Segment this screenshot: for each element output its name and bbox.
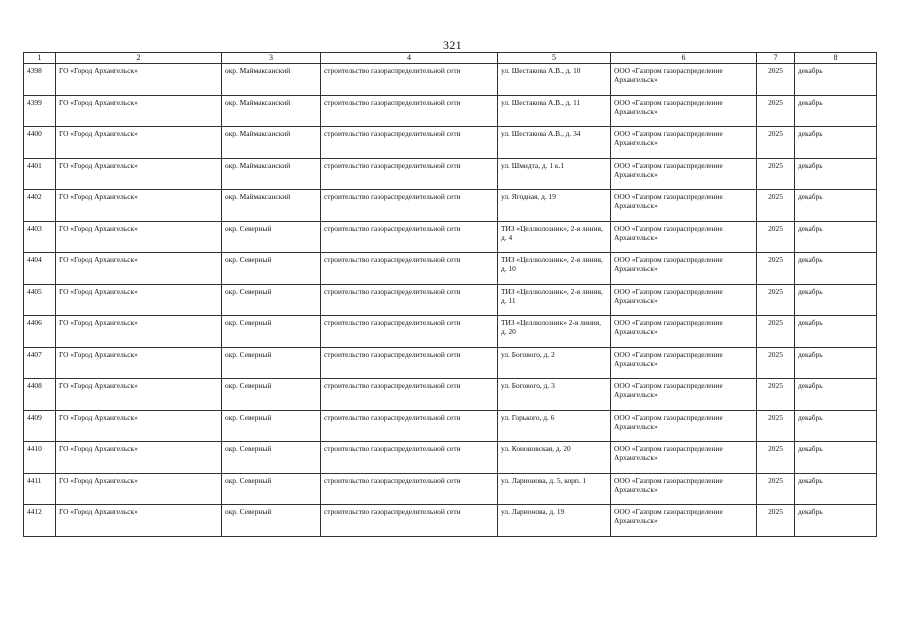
address-cell: ул. Богового, д. 3 <box>498 379 611 411</box>
work-type-cell: строительство газораспределительной сети <box>321 190 498 222</box>
year-cell: 2025 <box>757 95 795 127</box>
table-row <box>24 221 877 253</box>
municipality-cell: ГО «Город Архангельск» <box>56 379 222 411</box>
column-header: 1 <box>24 53 56 64</box>
month-cell: декабрь <box>795 190 877 222</box>
municipality-cell: ГО «Город Архангельск» <box>56 284 222 316</box>
year-cell: 2025 <box>757 410 795 442</box>
district-cell: окр. Маймаксанский <box>222 190 321 222</box>
year-cell: 2025 <box>757 473 795 505</box>
address-cell: ул. Ларионова, д. 19 <box>498 505 611 537</box>
column-header: 2 <box>56 53 222 64</box>
row-number-cell: 4404 <box>24 253 56 285</box>
address-cell: ул. Богового, д. 2 <box>498 347 611 379</box>
year-cell: 2025 <box>757 505 795 537</box>
page-number: 321 <box>443 38 462 52</box>
district-cell: окр. Северный <box>222 284 321 316</box>
work-type-cell: строительство газораспределительной сети <box>321 442 498 474</box>
work-type-cell: строительство газораспределительной сети <box>321 127 498 159</box>
organization-cell: ООО «Газпром газораспределение Архангельск» <box>611 379 757 411</box>
address-cell: ул. Кононовская, д. 20 <box>498 442 611 474</box>
table-row <box>24 127 877 159</box>
municipality-cell: ГО «Город Архангельск» <box>56 190 222 222</box>
column-number-row <box>24 53 877 64</box>
work-type-cell: строительство газораспределительной сети <box>321 158 498 190</box>
work-type-cell: строительство газораспределительной сети <box>321 64 498 96</box>
row-number-cell: 4411 <box>24 473 56 505</box>
organization-cell: ООО «Газпром газораспределение Архангельск» <box>611 284 757 316</box>
month-cell: декабрь <box>795 253 877 285</box>
table-row <box>24 284 877 316</box>
year-cell: 2025 <box>757 379 795 411</box>
month-cell: декабрь <box>795 473 877 505</box>
column-header: 7 <box>757 53 795 64</box>
organization-cell: ООО «Газпром газораспределение Архангельск» <box>611 64 757 96</box>
registry-table <box>23 52 877 537</box>
year-cell: 2025 <box>757 127 795 159</box>
month-cell: декабрь <box>795 221 877 253</box>
municipality-cell: ГО «Город Архангельск» <box>56 95 222 127</box>
year-cell: 2025 <box>757 158 795 190</box>
row-number-cell: 4403 <box>24 221 56 253</box>
organization-cell: ООО «Газпром газораспределение Архангельск» <box>611 316 757 348</box>
address-cell: ТИЗ «Целлюлозник» 2-я линия, д. 20 <box>498 316 611 348</box>
organization-cell: ООО «Газпром газораспределение Архангельск» <box>611 158 757 190</box>
municipality-cell: ГО «Город Архангельск» <box>56 347 222 379</box>
month-cell: декабрь <box>795 410 877 442</box>
organization-cell: ООО «Газпром газораспределение Архангельск» <box>611 473 757 505</box>
month-cell: декабрь <box>795 158 877 190</box>
district-cell: окр. Северный <box>222 253 321 285</box>
table-row <box>24 410 877 442</box>
row-number-cell: 4407 <box>24 347 56 379</box>
address-cell: ул. Шестакова А.В., д. 11 <box>498 95 611 127</box>
table-body <box>24 64 877 537</box>
table-row <box>24 347 877 379</box>
month-cell: декабрь <box>795 347 877 379</box>
row-number-cell: 4402 <box>24 190 56 222</box>
district-cell: окр. Северный <box>222 442 321 474</box>
row-number-cell: 4399 <box>24 95 56 127</box>
organization-cell: ООО «Газпром газораспределение Архангельск» <box>611 505 757 537</box>
column-header: 4 <box>321 53 498 64</box>
municipality-cell: ГО «Город Архангельск» <box>56 316 222 348</box>
address-cell: ул. Горького, д. 6 <box>498 410 611 442</box>
month-cell: декабрь <box>795 284 877 316</box>
row-number-cell: 4400 <box>24 127 56 159</box>
district-cell: окр. Маймаксанский <box>222 127 321 159</box>
work-type-cell: строительство газораспределительной сети <box>321 379 498 411</box>
address-cell: ул. Шестакова А.В., д. 34 <box>498 127 611 159</box>
year-cell: 2025 <box>757 253 795 285</box>
month-cell: декабрь <box>795 379 877 411</box>
year-cell: 2025 <box>757 221 795 253</box>
municipality-cell: ГО «Город Архангельск» <box>56 473 222 505</box>
address-cell: ул. Ягодная, д. 19 <box>498 190 611 222</box>
address-cell: ТИЗ «Целлюлозник», 2-я линия, д. 4 <box>498 221 611 253</box>
work-type-cell: строительство газораспределительной сети <box>321 284 498 316</box>
organization-cell: ООО «Газпром газораспределение Архангельск» <box>611 410 757 442</box>
row-number-cell: 4401 <box>24 158 56 190</box>
organization-cell: ООО «Газпром газораспределение Архангельск» <box>611 221 757 253</box>
district-cell: окр. Маймаксанский <box>222 95 321 127</box>
table-row <box>24 190 877 222</box>
table-row <box>24 379 877 411</box>
municipality-cell: ГО «Город Архангельск» <box>56 221 222 253</box>
organization-cell: ООО «Газпром газораспределение Архангельск» <box>611 442 757 474</box>
district-cell: окр. Северный <box>222 505 321 537</box>
district-cell: окр. Северный <box>222 379 321 411</box>
row-number-cell: 4409 <box>24 410 56 442</box>
municipality-cell: ГО «Город Архангельск» <box>56 253 222 285</box>
organization-cell: ООО «Газпром газораспределение Архангельск» <box>611 347 757 379</box>
organization-cell: ООО «Газпром газораспределение Архангельск» <box>611 95 757 127</box>
address-cell: ТИЗ «Целлюлозник», 2-я линия, д. 11 <box>498 284 611 316</box>
column-header: 3 <box>222 53 321 64</box>
work-type-cell: строительство газораспределительной сети <box>321 505 498 537</box>
work-type-cell: строительство газораспределительной сети <box>321 253 498 285</box>
work-type-cell: строительство газораспределительной сети <box>321 410 498 442</box>
column-header: 8 <box>795 53 877 64</box>
table-row <box>24 64 877 96</box>
month-cell: декабрь <box>795 64 877 96</box>
district-cell: окр. Северный <box>222 316 321 348</box>
municipality-cell: ГО «Город Архангельск» <box>56 64 222 96</box>
table-row <box>24 316 877 348</box>
municipality-cell: ГО «Город Архангельск» <box>56 442 222 474</box>
month-cell: декабрь <box>795 127 877 159</box>
address-cell: ул. Шмидта, д. 1 к.1 <box>498 158 611 190</box>
year-cell: 2025 <box>757 347 795 379</box>
municipality-cell: ГО «Город Архангельск» <box>56 505 222 537</box>
row-number-cell: 4406 <box>24 316 56 348</box>
month-cell: декабрь <box>795 316 877 348</box>
row-number-cell: 4405 <box>24 284 56 316</box>
table-row <box>24 95 877 127</box>
work-type-cell: строительство газораспределительной сети <box>321 95 498 127</box>
work-type-cell: строительство газораспределительной сети <box>321 221 498 253</box>
row-number-cell: 4412 <box>24 505 56 537</box>
year-cell: 2025 <box>757 64 795 96</box>
address-cell: ул. Ларионова, д. 5, корп. 1 <box>498 473 611 505</box>
month-cell: декабрь <box>795 95 877 127</box>
municipality-cell: ГО «Город Архангельск» <box>56 127 222 159</box>
table-row <box>24 505 877 537</box>
year-cell: 2025 <box>757 284 795 316</box>
address-cell: ТИЗ «Целлюлозник», 2-я линия, д. 10 <box>498 253 611 285</box>
municipality-cell: ГО «Город Архангельск» <box>56 158 222 190</box>
district-cell: окр. Маймаксанский <box>222 64 321 96</box>
row-number-cell: 4410 <box>24 442 56 474</box>
address-cell: ул. Шестакова А.В., д. 10 <box>498 64 611 96</box>
organization-cell: ООО «Газпром газораспределение Архангельск» <box>611 190 757 222</box>
table-row <box>24 158 877 190</box>
district-cell: окр. Северный <box>222 221 321 253</box>
year-cell: 2025 <box>757 442 795 474</box>
district-cell: окр. Маймаксанский <box>222 158 321 190</box>
row-number-cell: 4408 <box>24 379 56 411</box>
district-cell: окр. Северный <box>222 473 321 505</box>
month-cell: декабрь <box>795 505 877 537</box>
column-header: 6 <box>611 53 757 64</box>
district-cell: окр. Северный <box>222 410 321 442</box>
year-cell: 2025 <box>757 190 795 222</box>
work-type-cell: строительство газораспределительной сети <box>321 473 498 505</box>
table-row <box>24 253 877 285</box>
table-row <box>24 473 877 505</box>
municipality-cell: ГО «Город Архангельск» <box>56 410 222 442</box>
district-cell: окр. Северный <box>222 347 321 379</box>
table-row <box>24 442 877 474</box>
column-header: 5 <box>498 53 611 64</box>
work-type-cell: строительство газораспределительной сети <box>321 316 498 348</box>
year-cell: 2025 <box>757 316 795 348</box>
organization-cell: ООО «Газпром газораспределение Архангельск» <box>611 127 757 159</box>
row-number-cell: 4398 <box>24 64 56 96</box>
month-cell: декабрь <box>795 442 877 474</box>
organization-cell: ООО «Газпром газораспределение Архангельск» <box>611 253 757 285</box>
work-type-cell: строительство газораспределительной сети <box>321 347 498 379</box>
